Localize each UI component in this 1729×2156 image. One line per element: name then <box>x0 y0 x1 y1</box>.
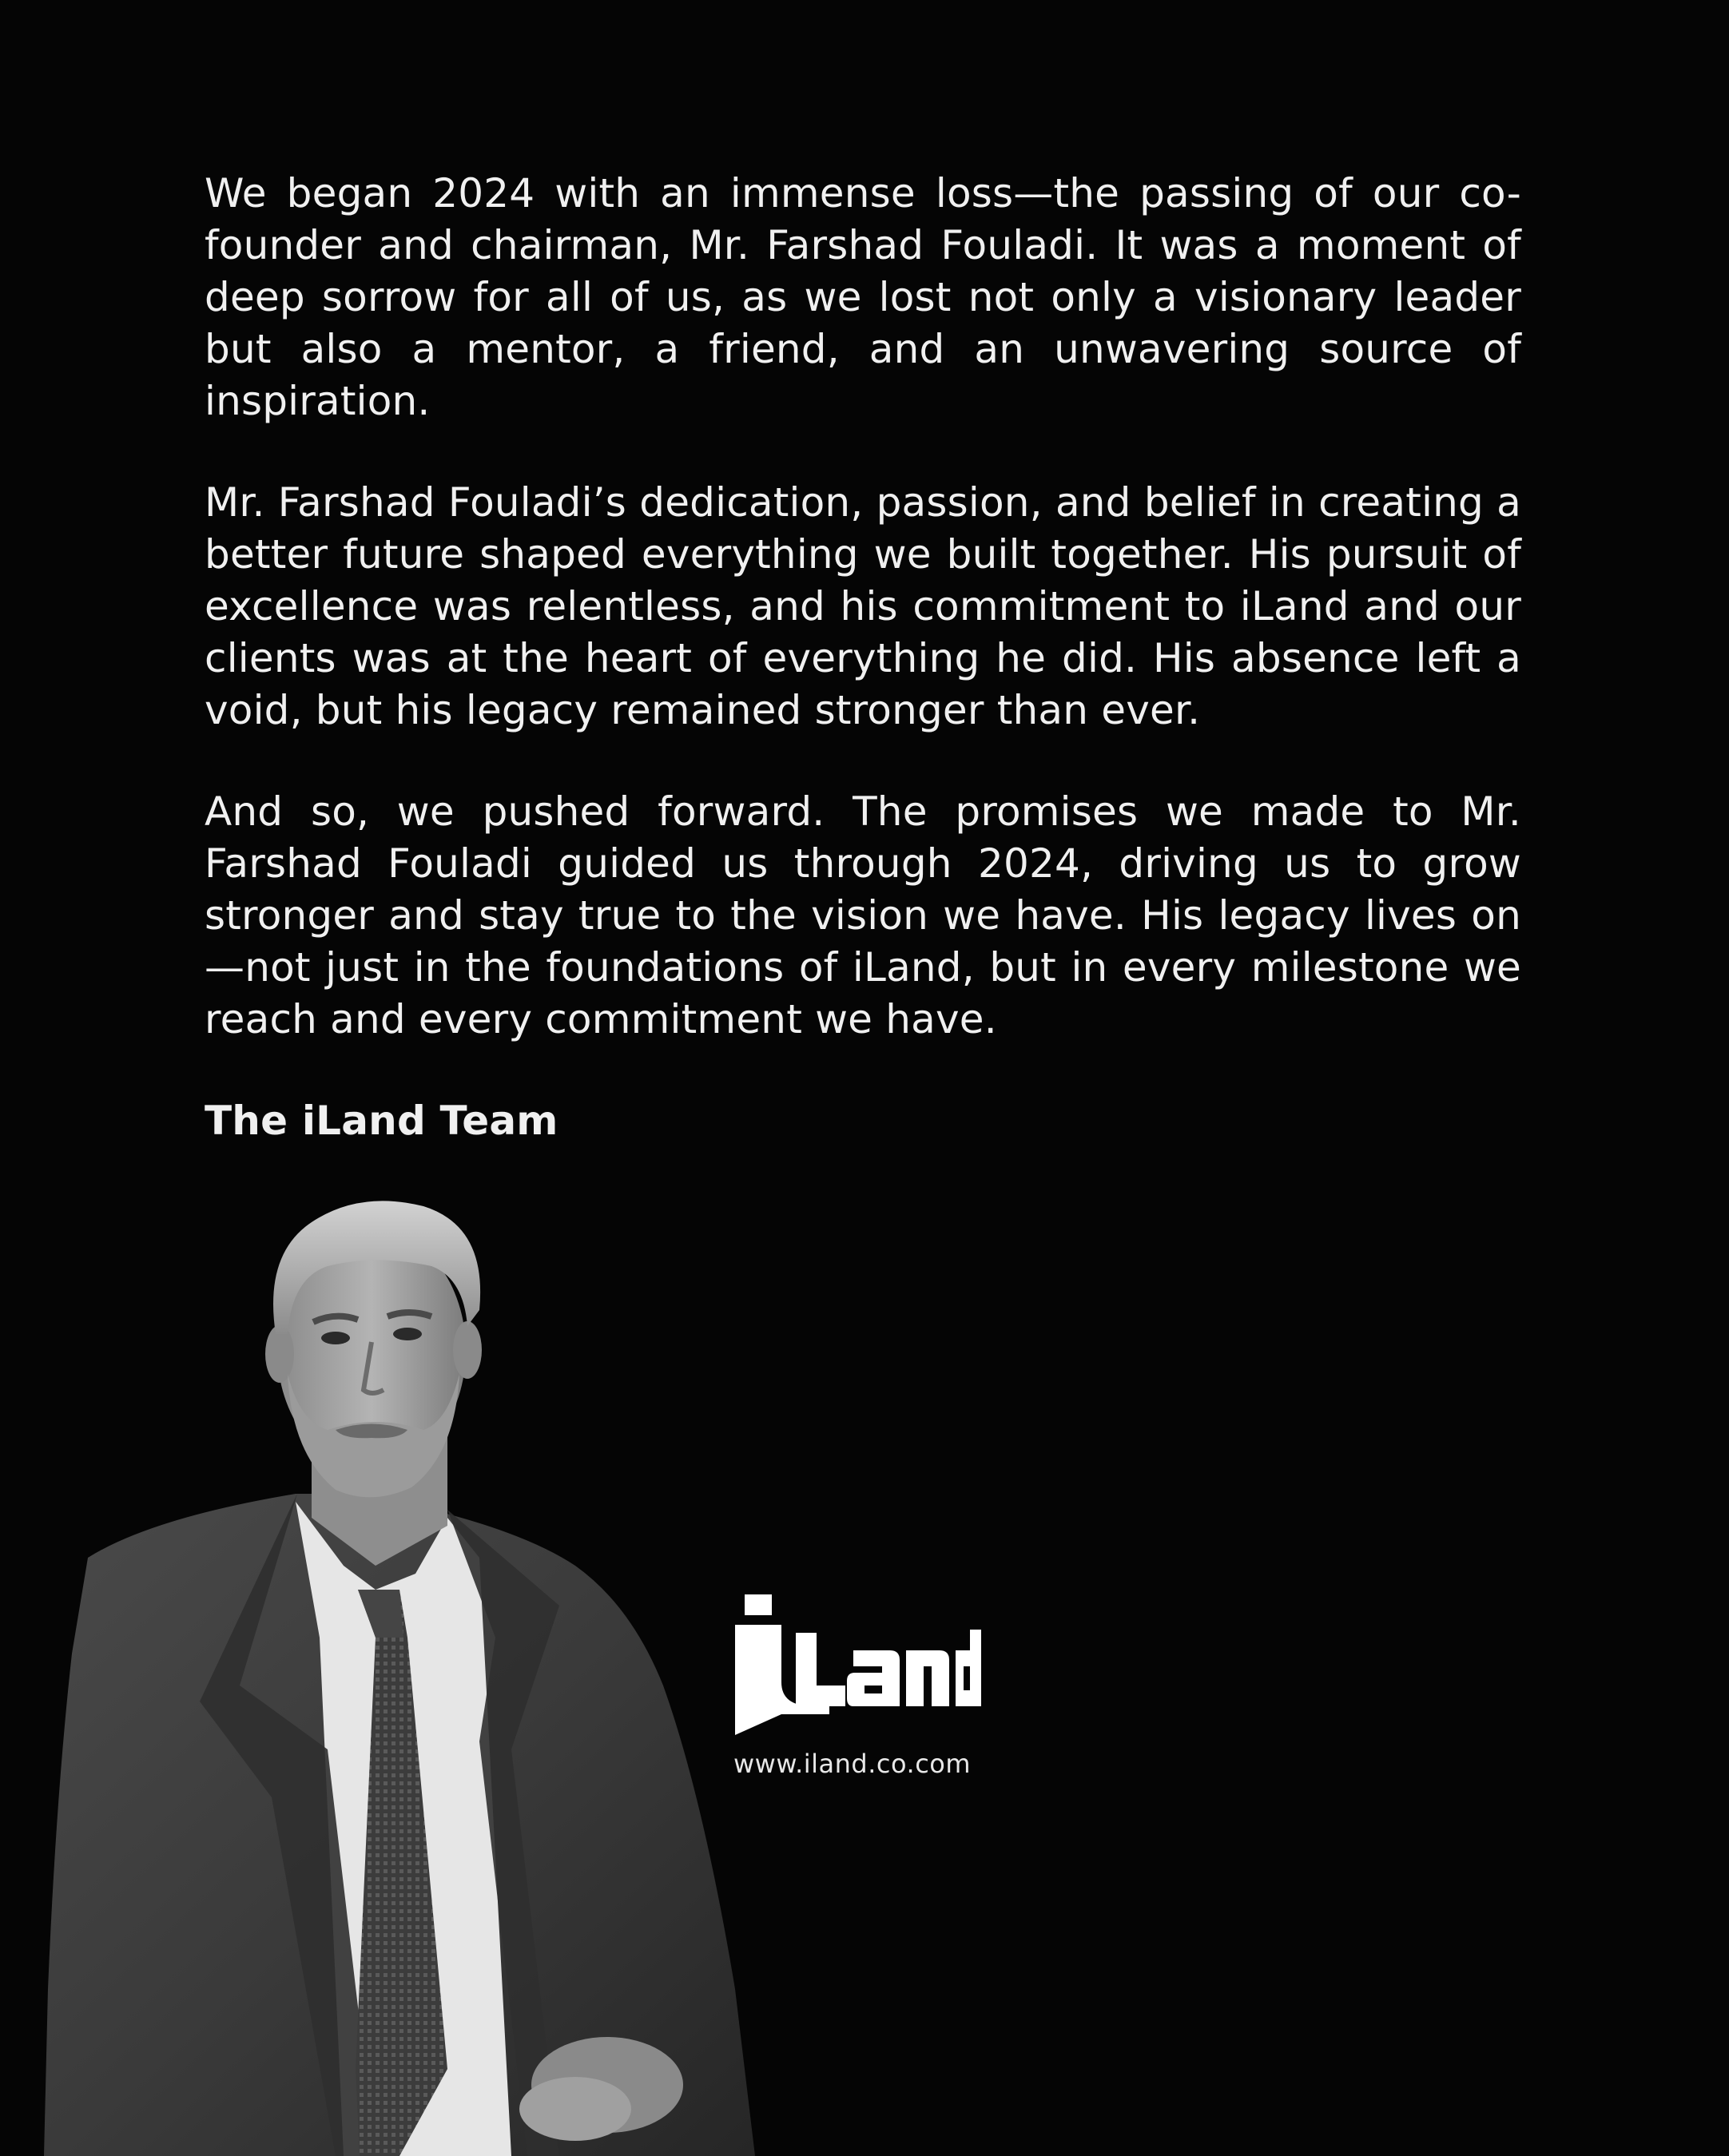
brand-block <box>733 1594 989 1780</box>
signature: The iLand Team <box>205 1098 558 1144</box>
paragraph-3: And so, we pushed forward. The promises we made to Mr. Farshad Fouladi guided us through 2024, driving us to grow stronger and stay true to the vision we have. His legacy lives on—not just in the foundations of iLand, but in every milestone we reach and every commitment we have. <box>205 788 1521 1042</box>
logo-text <box>733 1735 734 1736</box>
website-link[interactable]: www.iland.co.com <box>733 1749 972 1779</box>
paragraph-2: Mr. Farshad Fouladi’s dedication, passion, and belief in creating a better future shaped everything we built together. His pursuit of excellence was relentless, and his commitment to iLand and our clients was at the heart of everything he did. His absence left a void, but his legacy remained stronger than ever. <box>205 479 1521 733</box>
memorial-letter <box>205 168 1521 1197</box>
chairman-portrait <box>0 1190 783 2156</box>
paragraph-1: We began 2024 with an immense loss—the passing of our co-founder and chairman, Mr. Farshad Fouladi. It was a moment of deep sorrow for all of us, as we lost not only a visionary leader but also a mentor, a friend, and an unwavering source of inspiration. <box>205 170 1521 424</box>
iland-logo-icon <box>733 1594 981 1735</box>
